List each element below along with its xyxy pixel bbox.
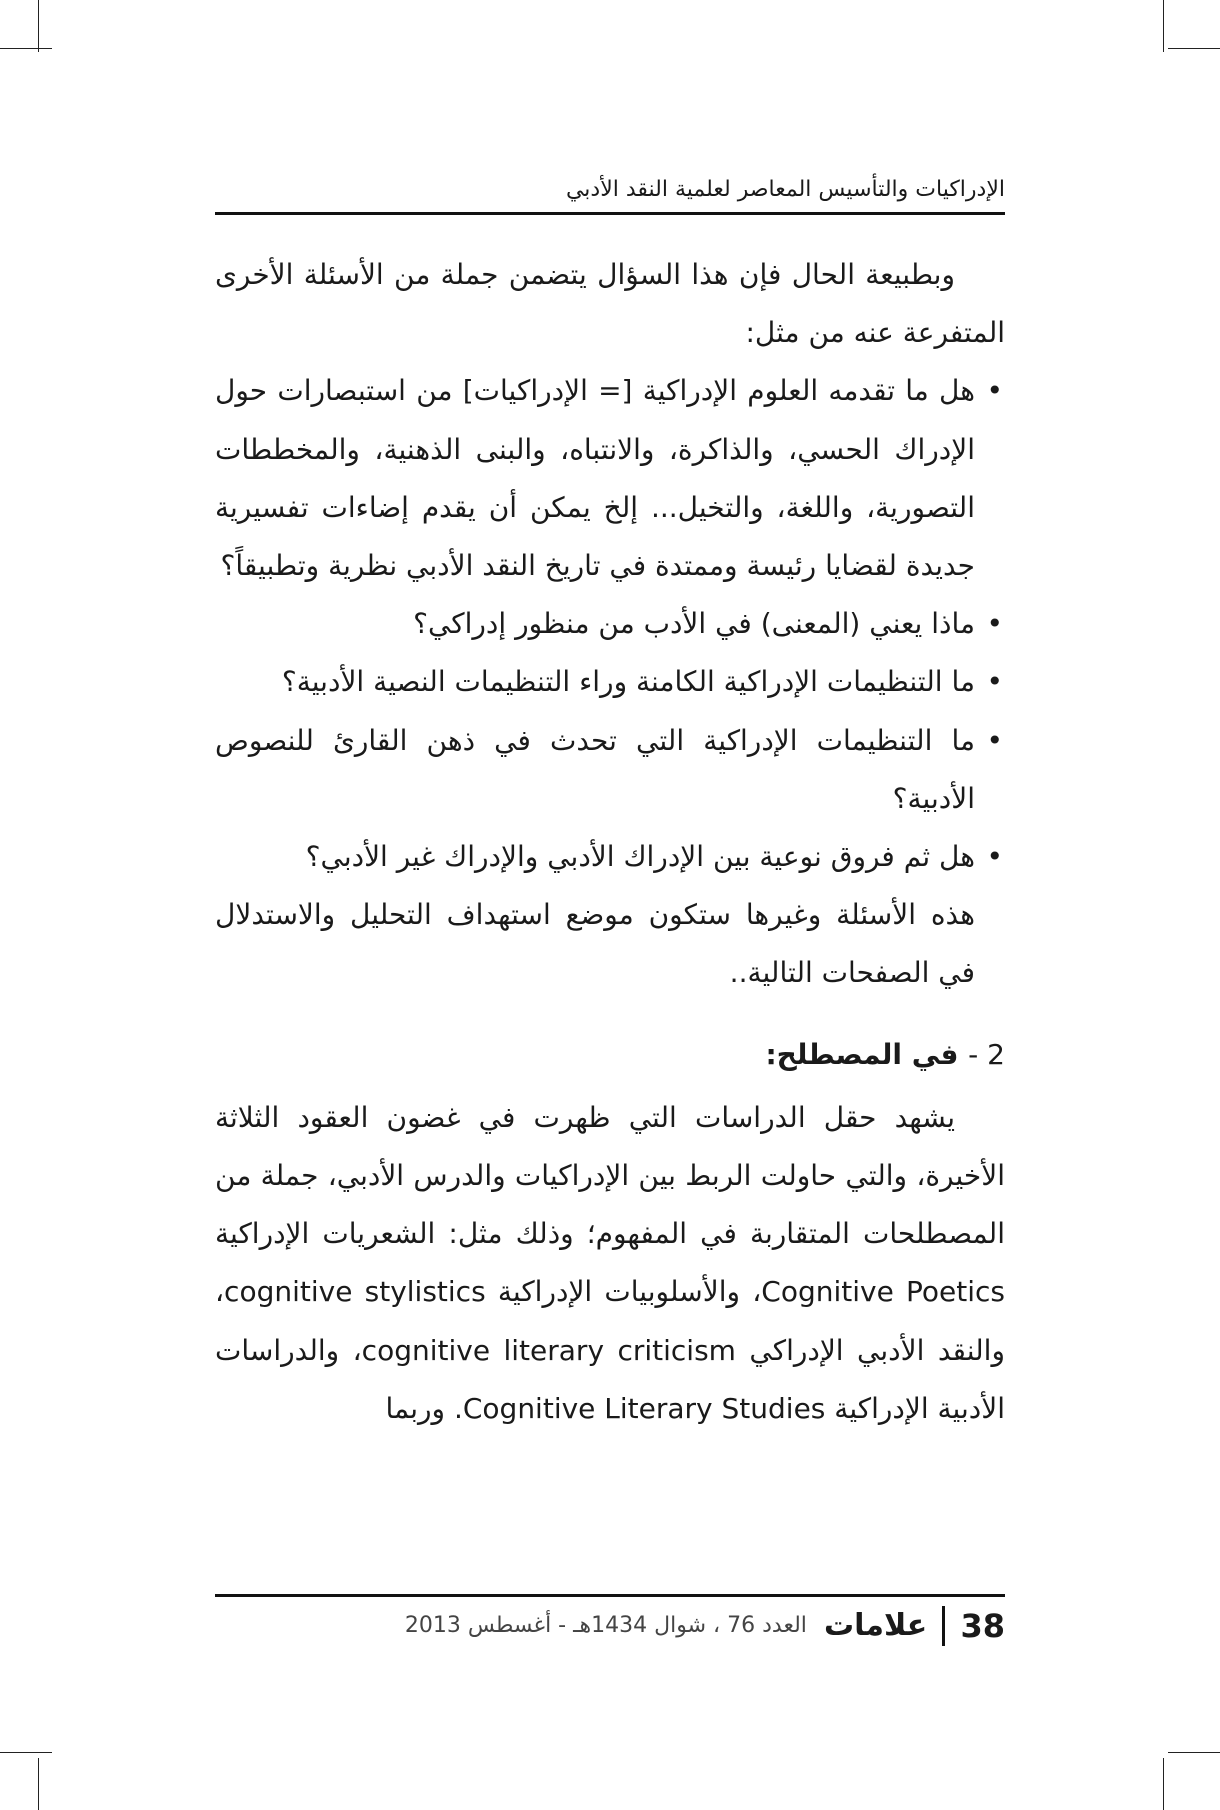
crop-mark — [38, 1758, 39, 1810]
intro-paragraph: وبطبيعة الحال فإن هذا السؤال يتضمن جملة من الأسئلة الأخرى المتفرعة عنه من مثل: — [215, 258, 1005, 350]
body-text — [215, 246, 1005, 1438]
page-number: 38 — [960, 1606, 1005, 1645]
running-head: الإدراكيات والتأسيس المعاصر لعلمية النقد الأدبي — [565, 177, 1005, 202]
conclusion-paragraph: هذه الأسئلة وغيرها ستكون موضع استهداف التحليل والاستدلال في الصفحات التالية.. — [215, 898, 975, 990]
footer-separator — [942, 1606, 945, 1646]
crop-mark — [1163, 1758, 1164, 1810]
crop-mark — [1168, 48, 1220, 49]
crop-mark — [0, 48, 52, 49]
section-title: في المصطلح: — [765, 1037, 959, 1071]
crop-mark — [1168, 1752, 1220, 1753]
list-item: • هل ما تقدمه العلوم الإدراكية [= الإدراكيات] من استبصارات حول الإدراك الحسي، والذاكرة، والانتباه، والبنى الذهنية، والمخططات التصورية، واللغة، والتخيل... إلخ يمكن أن يقدم إضاءات تفسيرية جديدة لقضايا رئيسة وممتدة في تاريخ النقد الأدبي نظرية وتطبيقاً؟ — [215, 362, 1005, 595]
question-list — [215, 362, 1005, 886]
crop-mark — [38, 0, 39, 52]
crop-mark — [1163, 0, 1164, 52]
section-number: 2 - — [968, 1037, 1005, 1071]
list-item: • ما التنظيمات الإدراكية التي تحدث في ذهن القارئ للنصوص الأدبية؟ — [215, 712, 1005, 828]
list-item: • ماذا يعني (المعنى) في الأدب من منظور إدراكي؟ — [215, 595, 1005, 653]
header-rule — [215, 212, 1005, 215]
issue-info: العدد 76 ، شوال 1434هـ - أغسطس 2013 — [404, 1612, 807, 1638]
section-paragraph: يشهد حقل الدراسات التي ظهرت في غضون العقود الثلاثة الأخيرة، والتي حاولت الربط بين الإدراكيات والدرس الأدبي، جملة من المصطلحات المتقاربة في المفهوم؛ وذلك مثل: الشعريات الإدراكية Cognitive Poetics، والأسلوبيات الإدراكية cognitive stylistics، والنقد الأدبي الإدراكي cognitive literary criticism، والدراسات الأدبية الإدراكية Cognitive Literary Studies. وربما — [215, 1100, 1005, 1425]
list-item: • ما التنظيمات الإدراكية الكامنة وراء التنظيمات النصية الأدبية؟ — [215, 653, 1005, 711]
list-item: • هل ثم فروق نوعية بين الإدراك الأدبي والإدراك غير الأدبي؟ — [215, 828, 1005, 886]
page-footer — [215, 1602, 1005, 1648]
journal-logo: علامات — [824, 1607, 928, 1643]
section-heading — [215, 1026, 1005, 1084]
crop-mark — [0, 1752, 52, 1753]
footer-rule — [215, 1594, 1005, 1597]
